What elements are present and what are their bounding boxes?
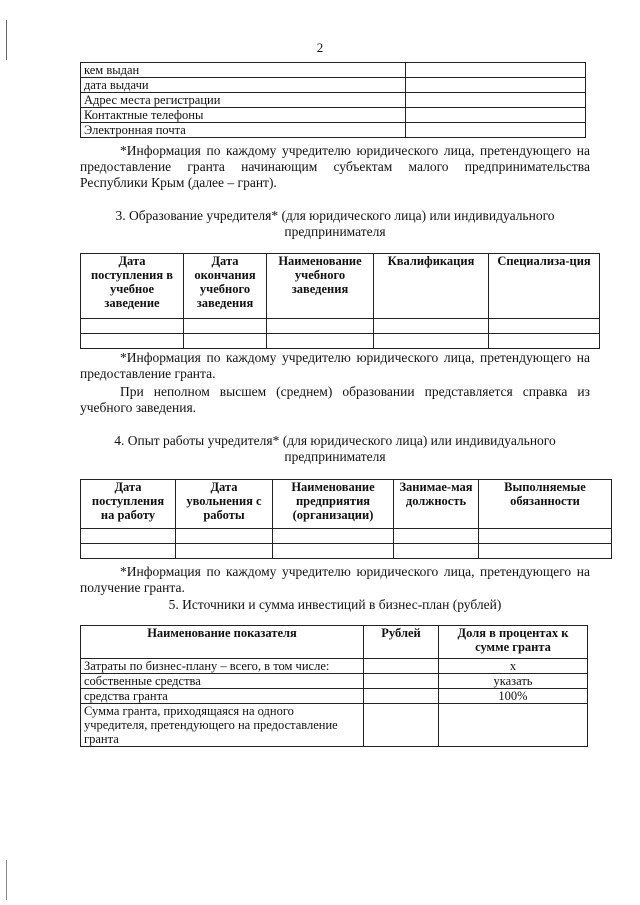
- column-header: Наименование учебного заведения: [267, 254, 374, 319]
- table-row: [81, 529, 612, 544]
- section-3-heading-line1: 3. Образование учредителя* (для юридического лица) или индивидуального: [115, 208, 555, 223]
- row-label: дата выдачи: [81, 78, 406, 93]
- table-row: [81, 544, 612, 559]
- note-incomplete-education: При неполном высшем (среднем) образовании представляется справка из учебного заведения.: [80, 384, 590, 415]
- column-header: Занимае-мая должность: [394, 480, 479, 529]
- indicator-name: средства гранта: [81, 689, 364, 704]
- section-4-heading-line2: предпринимателя: [284, 449, 386, 464]
- column-header: Квалификация: [374, 254, 489, 319]
- row-label: Электронная почта: [81, 123, 406, 138]
- footnote-education: *Информация по каждому учредителю юридического лица, претендующего на предоставление гранта.: [80, 350, 590, 381]
- table-row: [81, 334, 600, 349]
- table-cell[interactable]: [81, 319, 184, 334]
- column-header: Дата увольнения с работы: [176, 480, 273, 529]
- table-cell[interactable]: [184, 334, 267, 349]
- column-header: Специализа-ция: [489, 254, 600, 319]
- row-label: кем выдан: [81, 63, 406, 78]
- section-4-heading-line1: 4. Опыт работы учредителя* (для юридического лица) или индивидуального: [114, 433, 556, 448]
- rub-cell[interactable]: [364, 674, 439, 689]
- table-cell[interactable]: [81, 334, 184, 349]
- row-label: Контактные телефоны: [81, 108, 406, 123]
- column-header: Доля в процентах к сумме гранта: [439, 626, 588, 659]
- table-row: [81, 123, 586, 138]
- indicator-name: Сумма гранта, приходящаяся на одного учредителя, претендующего на предоставление гранта: [81, 704, 364, 747]
- work-experience-table: [80, 479, 612, 559]
- row-value-cell[interactable]: [406, 78, 586, 93]
- rub-cell[interactable]: [364, 689, 439, 704]
- section-3-heading: [80, 208, 590, 240]
- table-cell[interactable]: [273, 544, 394, 559]
- row-value-cell[interactable]: [406, 123, 586, 138]
- table-row: [81, 674, 588, 689]
- table-row: [81, 689, 588, 704]
- table-cell[interactable]: [479, 544, 612, 559]
- column-header: Дата поступления в учебное заведение: [81, 254, 184, 319]
- table-cell[interactable]: [374, 334, 489, 349]
- table-cell[interactable]: [81, 544, 176, 559]
- column-header: Дата окончания учебного заведения: [184, 254, 267, 319]
- footnote-grant: *Информация по каждому учредителю юридического лица, претендующего на предоставление гранта начинающим субъектам малого предпринимательства Республики Крым (далее – грант).: [80, 143, 590, 190]
- table-cell[interactable]: [81, 529, 176, 544]
- table-row: [81, 78, 586, 93]
- table-header-row: [81, 480, 612, 529]
- table-cell[interactable]: [394, 544, 479, 559]
- row-value-cell[interactable]: [406, 108, 586, 123]
- column-header: Дата поступления на работу: [81, 480, 176, 529]
- rub-cell[interactable]: [364, 704, 439, 747]
- row-label: Адрес места регистрации: [81, 93, 406, 108]
- share-cell: х: [439, 659, 588, 674]
- page-number: 2: [316, 40, 324, 55]
- indicator-name: Затраты по бизнес-плану – всего, в том числе:: [81, 659, 364, 674]
- table-cell[interactable]: [489, 319, 600, 334]
- section-4-heading: [80, 433, 590, 465]
- column-header: Рублей: [364, 626, 439, 659]
- table-row: [81, 319, 600, 334]
- table-cell[interactable]: [394, 529, 479, 544]
- section-3-heading-line2: предпринимателя: [284, 224, 386, 239]
- education-table: [80, 253, 600, 349]
- table-cell[interactable]: [176, 529, 273, 544]
- table-row: [81, 63, 586, 78]
- table-cell[interactable]: [374, 319, 489, 334]
- rub-cell[interactable]: [364, 659, 439, 674]
- table-row: [81, 659, 588, 674]
- share-cell: указать: [439, 674, 588, 689]
- table-cell[interactable]: [273, 529, 394, 544]
- column-header: Выполняемые обязанности: [479, 480, 612, 529]
- scan-edge-mark-bottom: [6, 860, 7, 900]
- table-cell[interactable]: [184, 319, 267, 334]
- table-header-row: [81, 626, 588, 659]
- table-header-row: [81, 254, 600, 319]
- share-cell: 100%: [439, 689, 588, 704]
- table-cell[interactable]: [176, 544, 273, 559]
- column-header: Наименование предприятия (организации): [273, 480, 394, 529]
- table-row: [81, 108, 586, 123]
- row-value-cell[interactable]: [406, 93, 586, 108]
- table-row: [81, 93, 586, 108]
- indicator-name: собственные средства: [81, 674, 364, 689]
- applicant-info-table: [80, 62, 586, 138]
- table-row: [81, 704, 588, 747]
- share-cell[interactable]: [439, 704, 588, 747]
- table-cell[interactable]: [267, 319, 374, 334]
- investment-sources-table: [80, 625, 588, 747]
- table-cell[interactable]: [489, 334, 600, 349]
- column-header: Наименование показателя: [81, 626, 364, 659]
- row-value-cell[interactable]: [406, 63, 586, 78]
- section-5-heading: 5. Источники и сумма инвестиций в бизнес-план (рублей): [168, 597, 502, 612]
- table-cell[interactable]: [479, 529, 612, 544]
- footnote-experience: *Информация по каждому учредителю юридического лица, претендующего на получение гранта.: [80, 564, 590, 595]
- table-cell[interactable]: [267, 334, 374, 349]
